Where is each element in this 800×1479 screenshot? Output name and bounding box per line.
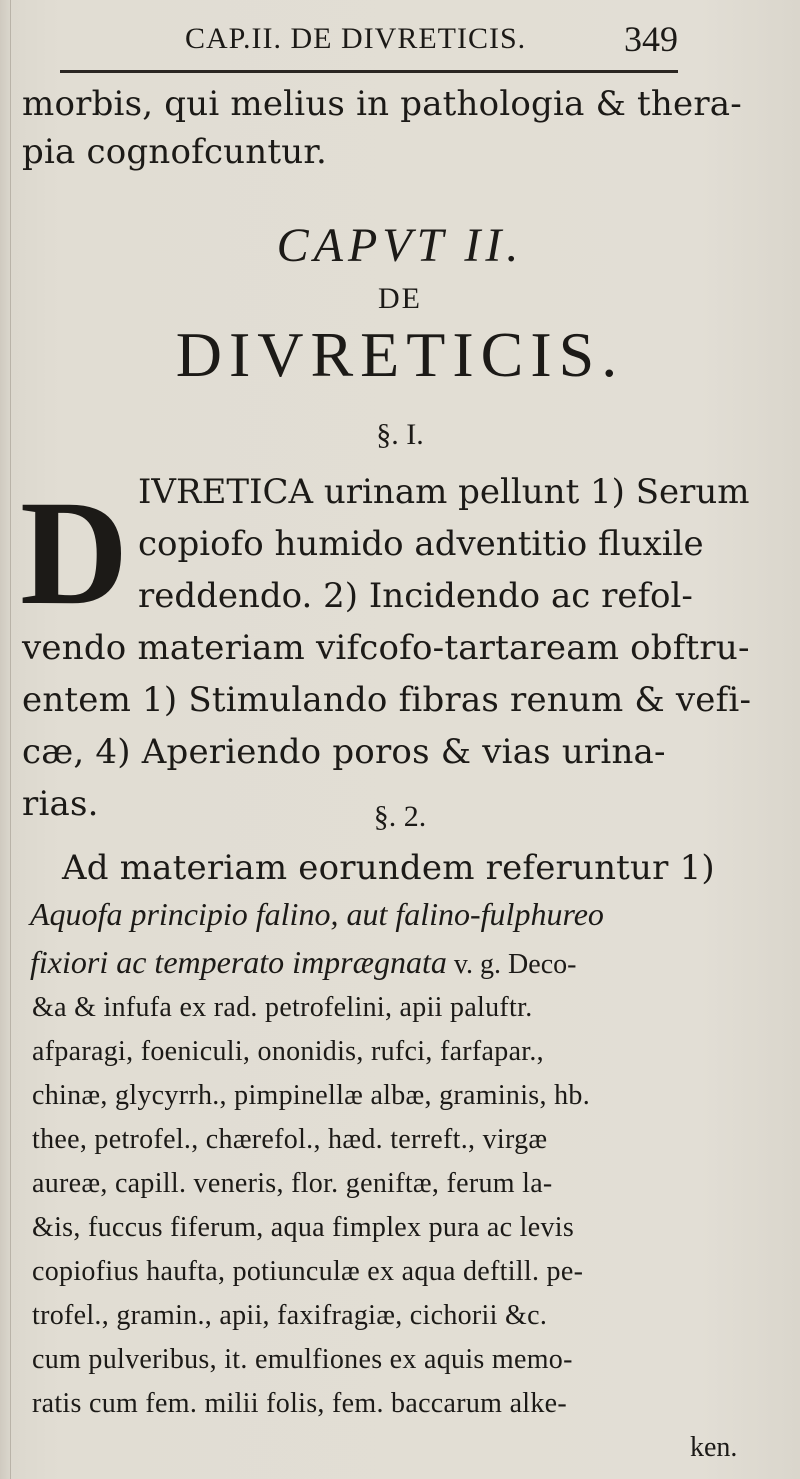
chapter-title: DIVRETICIS. — [175, 319, 625, 390]
text-line: &is, fuccus fiferum, aqua fimplex pura ac levis — [32, 1212, 575, 1243]
text-segment: urinam pellunt 1) Serum — [313, 472, 750, 512]
section-mark-1: §. I. — [376, 418, 424, 451]
text-line: cum pulveribus, it. emulfiones ex aquis memo- — [32, 1344, 573, 1375]
text-line: Aquofa principio falino, aut falino-fulphureo — [30, 896, 604, 932]
chapter-label: CAPVT II. — [276, 219, 524, 272]
text-line: ratis cum fem. milii folis, fem. baccarum alke- — [32, 1388, 568, 1419]
text-line: morbis, qui melius in pathologia & thera- — [22, 84, 742, 124]
text-segment: fixiori ac temperato imprægnata — [30, 944, 447, 980]
section-mark-2: §. 2. — [373, 800, 427, 833]
text-segment: v. g. Deco- — [446, 949, 577, 980]
text-line: &a & infufa ex rad. petrofelini, apii paluftr. — [32, 992, 533, 1023]
text-line: pia cognofcuntur. — [22, 132, 328, 172]
header-rule — [60, 70, 678, 73]
text-line: trofel., gramin., apii, faxifragiæ, cichorii &c. — [32, 1300, 548, 1331]
drop-cap-continuation: IVRETICA — [138, 472, 314, 512]
running-head: CAP.II. DE DIVRETICIS. — [185, 22, 527, 55]
text-line — [30, 944, 576, 981]
catchword: ken. — [690, 1432, 738, 1463]
text-line: entem 1) Stimulando fibras renum & vefi- — [22, 680, 752, 720]
text-line: copiofo humido adventitio fluxile — [138, 524, 704, 564]
text-line: reddendo. 2) Incidendo ac refol- — [138, 576, 693, 616]
text-line: chinæ, glycyrrh., pimpinellæ albæ, graminis, hb. — [32, 1080, 591, 1111]
text-line: vendo materiam vifcofo-tartaream obftru- — [22, 628, 750, 668]
text-line: afparagi, foeniculi, ononidis, rufci, farfapar., — [32, 1036, 544, 1067]
text-line: copiofius haufta, potiunculæ ex aqua deftill. pe- — [32, 1256, 584, 1287]
text-line — [138, 472, 750, 512]
page-number: 349 — [624, 19, 678, 59]
drop-cap: D — [20, 470, 129, 636]
page-header — [0, 14, 800, 64]
chapter-de: DE — [378, 282, 422, 315]
text-line: thee, petrofel., chærefol., hæd. terreft., virgæ — [32, 1124, 548, 1155]
text-line: rias. — [22, 784, 99, 824]
text-line: aureæ, capill. veneris, flor. geniftæ, ferum la- — [32, 1168, 553, 1199]
text-line: cæ, 4) Aperiendo poros & vias urina- — [22, 732, 666, 772]
text-line: Ad materiam eorundem referuntur 1) — [62, 848, 715, 888]
